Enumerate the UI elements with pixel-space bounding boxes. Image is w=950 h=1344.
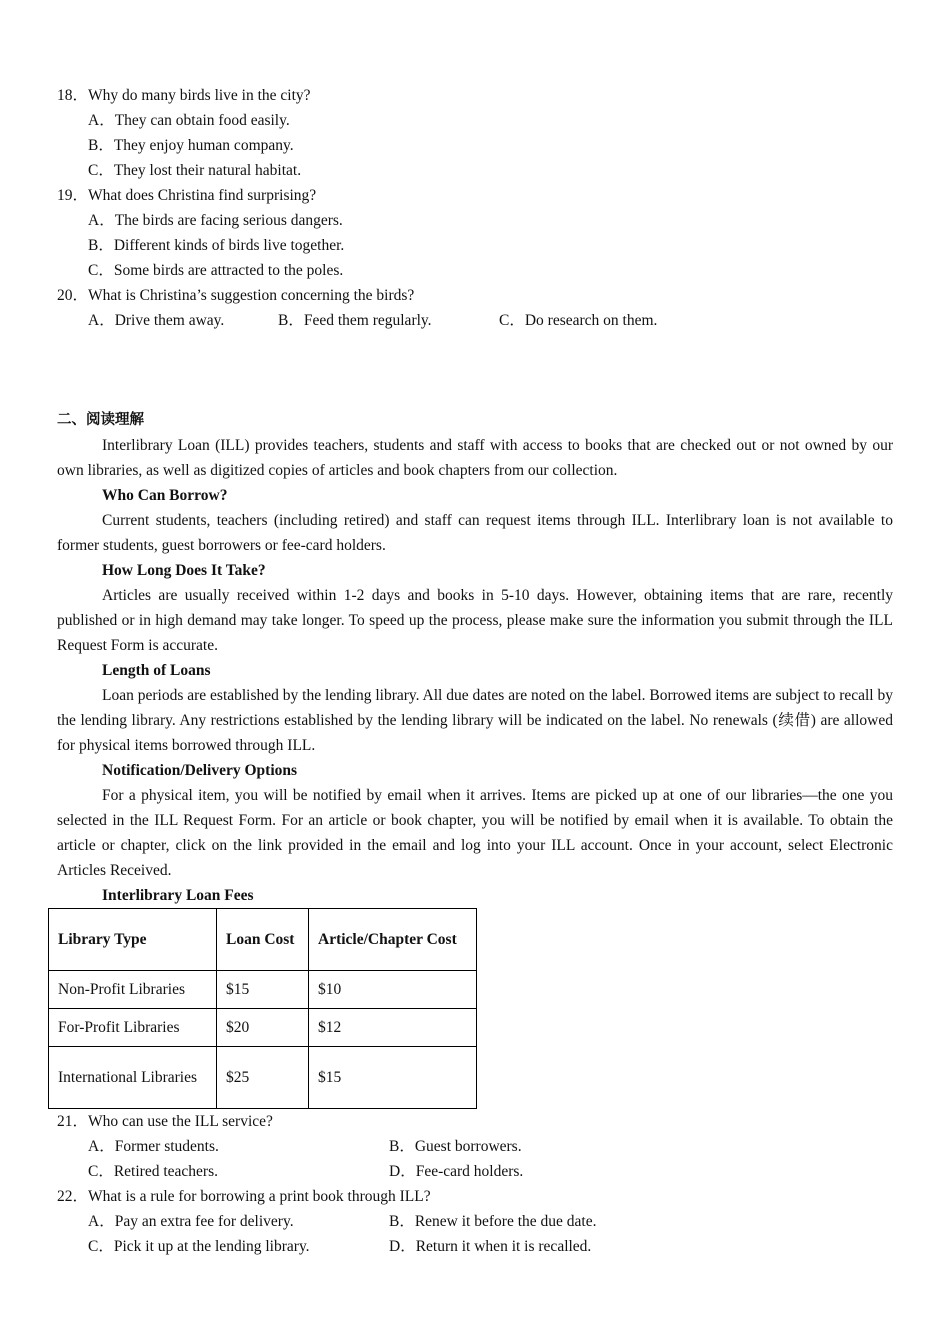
- question-18-option-c: C．They lost their natural habitat.: [88, 162, 302, 179]
- heading-who-can-borrow: Who Can Borrow?: [102, 487, 228, 504]
- question-22-option-b: B．Renew it before the due date.: [389, 1213, 597, 1230]
- question-22-option-c: C．Pick it up at the lending library.: [88, 1238, 310, 1255]
- question-21-option-a: A．Former students.: [88, 1138, 219, 1155]
- question-18-option-a: A．They can obtain food easily.: [88, 112, 290, 129]
- table-header-row: [49, 909, 477, 971]
- question-22-options-row-1: [57, 1209, 893, 1234]
- table-cell: International Libraries: [49, 1047, 217, 1109]
- question-21-option-b: B．Guest borrowers.: [389, 1138, 522, 1155]
- table-cell: Non-Profit Libraries: [49, 971, 217, 1009]
- fees-table: [48, 908, 477, 1109]
- table-cell: $20: [217, 1009, 309, 1047]
- question-21-option-d: D．Fee-card holders.: [389, 1163, 524, 1180]
- question-20-option-b: B．Feed them regularly.: [278, 312, 432, 329]
- question-19-option-c: C．Some birds are attracted to the poles.: [88, 262, 344, 279]
- length-of-loans-paragraph: Loan periods are established by the lending library. All due dates are noted on the label. Borrowed items are subject to recall by the lending library. Any restrictions established by the lending library will be indicated on the label. No renewals (续借) are allowed for physical items borrowed through ILL.: [57, 687, 893, 754]
- notification-paragraph: For a physical item, you will be notified by email when it arrives. Items are picked up at one of our libraries—the one you selected in the ILL Request Form. For an article or book chapter, you will be notified by email when it is available. To obtain the article or chapter, click on the link provided in the email and log into your ILL account. Once in your account, select Electronic Articles Received.: [57, 787, 893, 879]
- question-21-stem: 21．Who can use the ILL service?: [57, 1113, 273, 1130]
- intro-paragraph: Interlibrary Loan (ILL) provides teachers, students and staff with access to books that are checked out or not owned by our own libraries, as well as digitized copies of articles and book chapters from our collection.: [57, 437, 893, 479]
- table-row: [49, 1009, 477, 1047]
- table-row: [49, 1047, 477, 1109]
- question-18-option-b: B．They enjoy human company.: [88, 137, 294, 154]
- table-cell: $12: [309, 1009, 477, 1047]
- question-19-option-a: A．The birds are facing serious dangers.: [88, 212, 343, 229]
- document-page: [57, 83, 893, 1259]
- question-22-option-a: A．Pay an extra fee for delivery.: [88, 1213, 294, 1230]
- table-row: [49, 971, 477, 1009]
- question-22-option-d: D．Return it when it is recalled.: [389, 1238, 592, 1255]
- table-header-cell: Article/Chapter Cost: [309, 909, 477, 971]
- question-21-options-row-2: [57, 1159, 893, 1184]
- question-22-stem: 22．What is a rule for borrowing a print book through ILL?: [57, 1188, 431, 1205]
- heading-fees: Interlibrary Loan Fees: [102, 887, 254, 904]
- how-long-paragraph: Articles are usually received within 1-2 days and books in 5-10 days. However, obtaining items that are rare, recently published or in high demand may take longer. To speed up the process, please make sure the information you submit through the ILL Request Form is accurate.: [57, 587, 893, 654]
- question-19-option-b: B．Different kinds of birds live together.: [88, 237, 345, 254]
- table-header-cell: Library Type: [49, 909, 217, 971]
- heading-how-long: How Long Does It Take?: [102, 562, 266, 579]
- table-cell: $15: [217, 971, 309, 1009]
- question-21-option-c: C．Retired teachers.: [88, 1163, 218, 1180]
- question-19-stem: 19．What does Christina find surprising?: [57, 187, 317, 204]
- question-20-option-a: A．Drive them away.: [88, 312, 225, 329]
- heading-notification: Notification/Delivery Options: [102, 762, 298, 779]
- question-21-options-row-1: [57, 1134, 893, 1159]
- question-22-options-row-2: [57, 1234, 893, 1259]
- question-18-stem: 18．Why do many birds live in the city?: [57, 87, 311, 104]
- question-20-stem: 20．What is Christina’s suggestion concerning the birds?: [57, 287, 415, 304]
- table-cell: $25: [217, 1047, 309, 1109]
- table-cell: $15: [309, 1047, 477, 1109]
- section-title: 二、阅读理解: [57, 412, 144, 428]
- heading-length-of-loans: Length of Loans: [102, 662, 211, 679]
- table-header-cell: Loan Cost: [217, 909, 309, 971]
- question-20-option-c: C．Do research on them.: [499, 312, 658, 329]
- question-20-options: [57, 308, 893, 333]
- who-can-borrow-paragraph: Current students, teachers (including retired) and staff can request items through ILL. Interlibrary loan is not available to former students, guest borrowers or fee-card holders.: [57, 512, 893, 554]
- table-cell: $10: [309, 971, 477, 1009]
- table-cell: For-Profit Libraries: [49, 1009, 217, 1047]
